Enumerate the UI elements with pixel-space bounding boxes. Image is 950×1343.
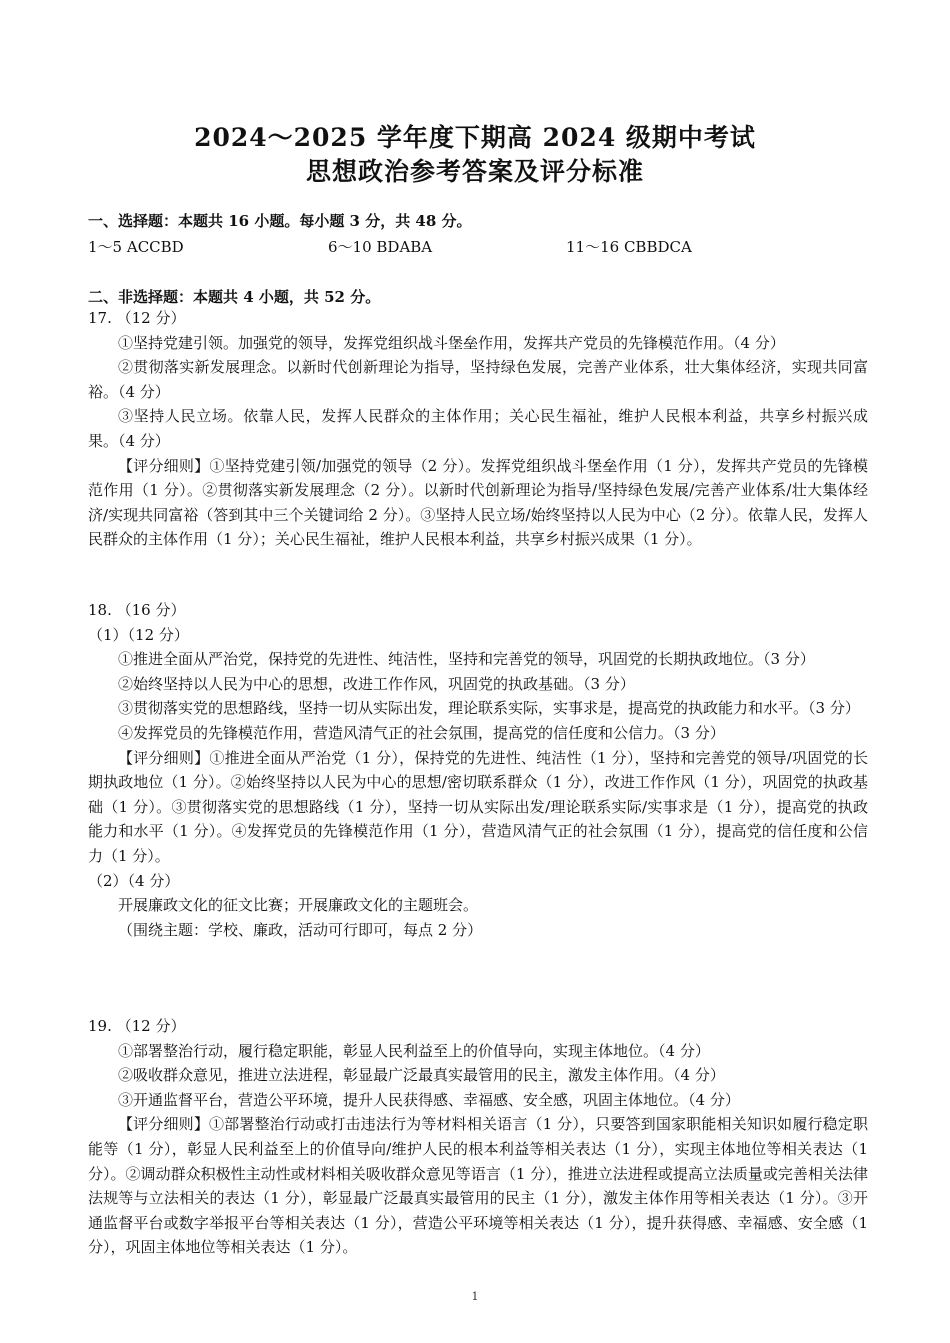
q17-point-1: ①坚持党建引领。加强党的领导，发挥党组织战斗堡垒作用，发挥共产党员的先锋模范作用。（4 分） bbox=[118, 333, 785, 352]
page-subtitle: 思想政治参考答案及评分标准 bbox=[305, 157, 644, 186]
q18-rubric: 【评分细则】①推进全面从严治党（1 分），保持党的先进性、纯洁性（1 分），坚持和完善党的领导/巩固党的长期执政地位（1 分）。②始终坚持以人民为中心的思想/密切联系群众（1 分），改进工作作风（1 分），巩固党的执政基础（1 分）。③贯彻落实党的思想路线（1 分），坚持一切从实际出发/理论联系实际/实事求是（1 分），提高党的执政能力和水平（1 分）。④发挥党员的先锋模范作用（1 分），营造风清气正的社会氛围（1 分），提高党的信任度和公信力（1 分）。 bbox=[88, 748, 868, 865]
q19-point-2: ②吸收群众意见，推进立法进程，彰显最广泛最真实最管用的民主，激发主体作用。（4 分） bbox=[118, 1066, 725, 1085]
q19-number: 19. （12 分） bbox=[88, 1017, 186, 1035]
page-title: 2024～2025 学年度下期高 2024 级期中考试 bbox=[194, 123, 756, 152]
part1-heading: 一、选择题：本题共 16 小题。每小题 3 分，共 48 分。 bbox=[88, 212, 472, 230]
q18-sub-2: （2）（4 分） bbox=[88, 871, 180, 890]
q18-number: 18. （16 分） bbox=[88, 601, 186, 619]
question-18 bbox=[88, 598, 868, 942]
answers-1-5: 1～5 ACCBD bbox=[88, 238, 184, 256]
answers-6-10: 6～10 BDABA bbox=[328, 238, 433, 256]
question-17 bbox=[88, 306, 868, 552]
q17-point-3: ③坚持人民立场。依靠人民，发挥人民群众的主体作用；关心民生福祉，维护人民根本利益，共享乡村振兴成果。（4 分） bbox=[88, 407, 868, 450]
q17-rubric: 【评分细则】①坚持党建引领/加强党的领导（2 分）。发挥党组织战斗堡垒作用（1 分），发挥共产党员的先锋模范作用（1 分）。②贯彻落实新发展理念（2 分）。以新时代创新理论为指导/坚持绿色发展/完善产业体系/壮大集体经济/实现共同富裕（答到其中三个关键词给 2 分）。③坚持人民立场/始终坚持以人民为中心（2 分）。依靠人民，发挥人民群众的主体作用（1 分）；关心民生福祉，维护人民根本利益，共享乡村振兴成果（1 分）。 bbox=[88, 456, 868, 549]
q18-point-3: ③贯彻落实党的思想路线，坚持一切从实际出发，理论联系实际，实事求是，提高党的执政能力和水平。（3 分） bbox=[118, 699, 860, 718]
q18-point-5: 开展廉政文化的征文比赛；开展廉政文化的主题班会。 bbox=[118, 896, 479, 915]
q18-point-4: ④发挥党员的先锋模范作用，营造风清气正的社会氛围，提高党的信任度和公信力。（3 分） bbox=[118, 723, 725, 742]
q19-point-3: ③开通监督平台，营造公平环境，提升人民获得感、幸福感、安全感，巩固主体地位。（4 分） bbox=[118, 1090, 740, 1109]
page-number: 1 bbox=[471, 1290, 479, 1303]
q18-point-1: ①推进全面从严治党，保持党的先进性、纯洁性，坚持和完善党的领导，巩固党的长期执政地位。（3 分） bbox=[118, 650, 815, 669]
q19-point-1: ①部署整治行动，履行稳定职能，彰显人民利益至上的价值导向，实现主体地位。（4 分） bbox=[118, 1041, 710, 1060]
q17-number: 17. （12 分） bbox=[88, 309, 186, 327]
q18-sub-1: （1）（12 分） bbox=[88, 625, 189, 644]
answers-11-16: 11～16 CBBDCA bbox=[566, 238, 692, 256]
q17-point-2: ②贯彻落实新发展理念。以新时代创新理论为指导，坚持绿色发展，完善产业体系，壮大集体经济，实现共同富裕。（4 分） bbox=[88, 358, 868, 401]
q19-rubric: 【评分细则】①部署整治行动或打击违法行为等材料相关语言（1 分），只要答到国家职能相关知识如履行稳定职能等（1 分），彰显人民利益至上的价值导向/维护人民的根本利益等相关表达（1 分），实现主体地位等相关表达（1 分）。②调动群众积极性主动性或材料相关吸收群众意见等语言（1 分），推进立法进程或提高立法质量或完善相关法律法规等与立法相关的表达（1 分），彰显最广泛最真实最管用的民主（1 分），激发主体作用等相关表达（1 分）。③开通监督平台或数字举报平台等相关表达（1 分），营造公平环境等相关表达（1 分），提升获得感、幸福感、安全感（1 分），巩固主体地位等相关表达（1 分）。 bbox=[88, 1115, 868, 1257]
part2-heading: 二、非选择题：本题共 4 小题，共 52 分。 bbox=[88, 288, 381, 306]
q18-note: （围绕主题：学校、廉政，活动可行即可，每点 2 分） bbox=[118, 920, 483, 939]
question-19 bbox=[88, 1014, 868, 1260]
q18-point-2: ②始终坚持以人民为中心的思想，改进工作作风，巩固党的执政基础。（3 分） bbox=[118, 674, 635, 693]
